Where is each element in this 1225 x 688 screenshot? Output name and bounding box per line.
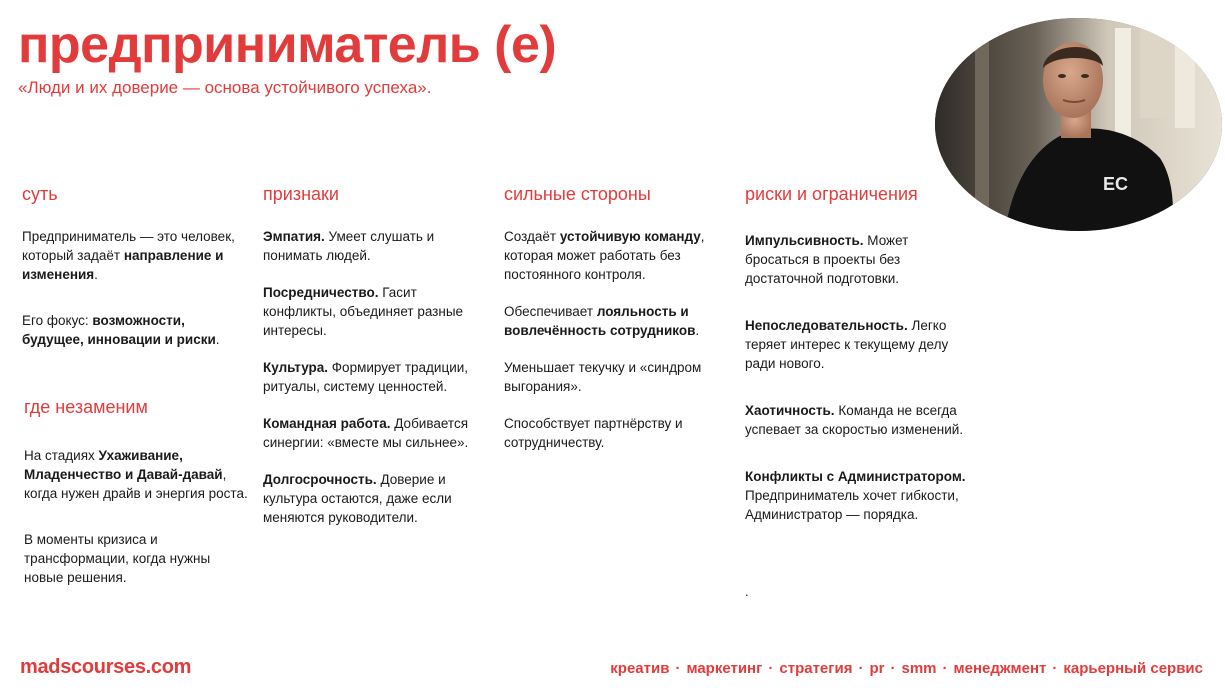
- irreplaceable-column: [24, 397, 249, 605]
- irreplaceable-paragraph-2: В моменты кризиса и трансформации, когда нужны новые решения.: [24, 532, 211, 585]
- strengths-heading: сильные стороны: [504, 184, 651, 204]
- site-logo[interactable]: madscourses.com: [20, 656, 192, 678]
- essence-paragraph-2: Его фокус: возможности, будущее, инновации и риски.: [22, 313, 220, 347]
- footer-separator: ·: [1052, 660, 1058, 677]
- footer-link-marketing[interactable]: маркетинг: [686, 660, 763, 677]
- essence-column: [22, 184, 247, 367]
- footer-link-smm[interactable]: smm: [901, 660, 937, 677]
- irreplaceable-paragraph-1: На стадиях Ухаживание, Младенчество и Давай-давай, когда нужен драйв и энергия роста.: [24, 448, 248, 501]
- portrait-photo: [935, 18, 1222, 231]
- footer-separator: ·: [942, 660, 948, 677]
- essence-paragraph-1: Предприниматель — это человек, который задаёт направление и изменения.: [22, 229, 235, 282]
- trailing-dot: .: [745, 584, 749, 599]
- risk-item: Импульсивность. Может бросаться в проекты без достаточной подготовки.: [745, 233, 909, 286]
- page-subtitle: «Люди и их доверие — основа устойчивого успеха».: [18, 78, 432, 97]
- footer-link-management[interactable]: менеджмент: [953, 660, 1047, 677]
- footer-link-career[interactable]: карьерный сервис: [1063, 660, 1203, 677]
- footer-separator: ·: [675, 660, 681, 677]
- strength-item: Обеспечивает лояльность и вовлечённость сотрудников.: [504, 304, 700, 338]
- strength-item: Способствует партнёрству и сотрудничеству.: [504, 416, 683, 450]
- signs-column: [263, 184, 488, 545]
- page-title: предприниматель (е): [18, 16, 557, 74]
- risk-item: Непоследовательность. Легко теряет интерес к текущему делу ради нового.: [745, 318, 949, 371]
- risks-column: [745, 184, 970, 619]
- sign-item: Культура. Формирует традиции, ритуалы, систему ценностей.: [263, 360, 469, 394]
- signs-heading: признаки: [263, 184, 339, 204]
- footer-separator: ·: [890, 660, 896, 677]
- risks-heading: риски и ограничения: [745, 184, 918, 204]
- essence-heading: суть: [22, 184, 58, 204]
- sign-item: Командная работа. Добивается синергии: «вместе мы сильнее».: [263, 416, 469, 450]
- sign-item: Эмпатия. Умеет слушать и понимать людей.: [263, 229, 435, 263]
- risk-item: Конфликты с Администратором. Предприниматель хочет гибкости, Администратор — порядка.: [745, 469, 966, 522]
- footer-link-strategy[interactable]: стратегия: [779, 660, 853, 677]
- sign-item: Долгосрочность. Доверие и культура остаются, даже если меняются руководители.: [263, 472, 452, 525]
- footer-link-pr[interactable]: pr: [869, 660, 885, 677]
- strengths-column: [504, 184, 729, 470]
- strength-item: Создаёт устойчивую команду, которая может работать без постоянного контроля.: [504, 229, 705, 282]
- footer-nav: [610, 660, 1203, 677]
- sign-item: Посредничество. Гасит конфликты, объединяет разные интересы.: [263, 285, 464, 338]
- footer-link-creative[interactable]: креатив: [610, 660, 670, 677]
- strength-item: Уменьшает текучку и «синдром выгорания».: [504, 360, 702, 394]
- irreplaceable-heading: где незаменим: [24, 397, 148, 417]
- footer-separator: ·: [858, 660, 864, 677]
- risk-item: Хаотичность. Команда не всегда успевает за скоростью изменений.: [745, 403, 964, 437]
- svg-text:EC: EC: [1103, 174, 1129, 194]
- footer-separator: ·: [768, 660, 774, 677]
